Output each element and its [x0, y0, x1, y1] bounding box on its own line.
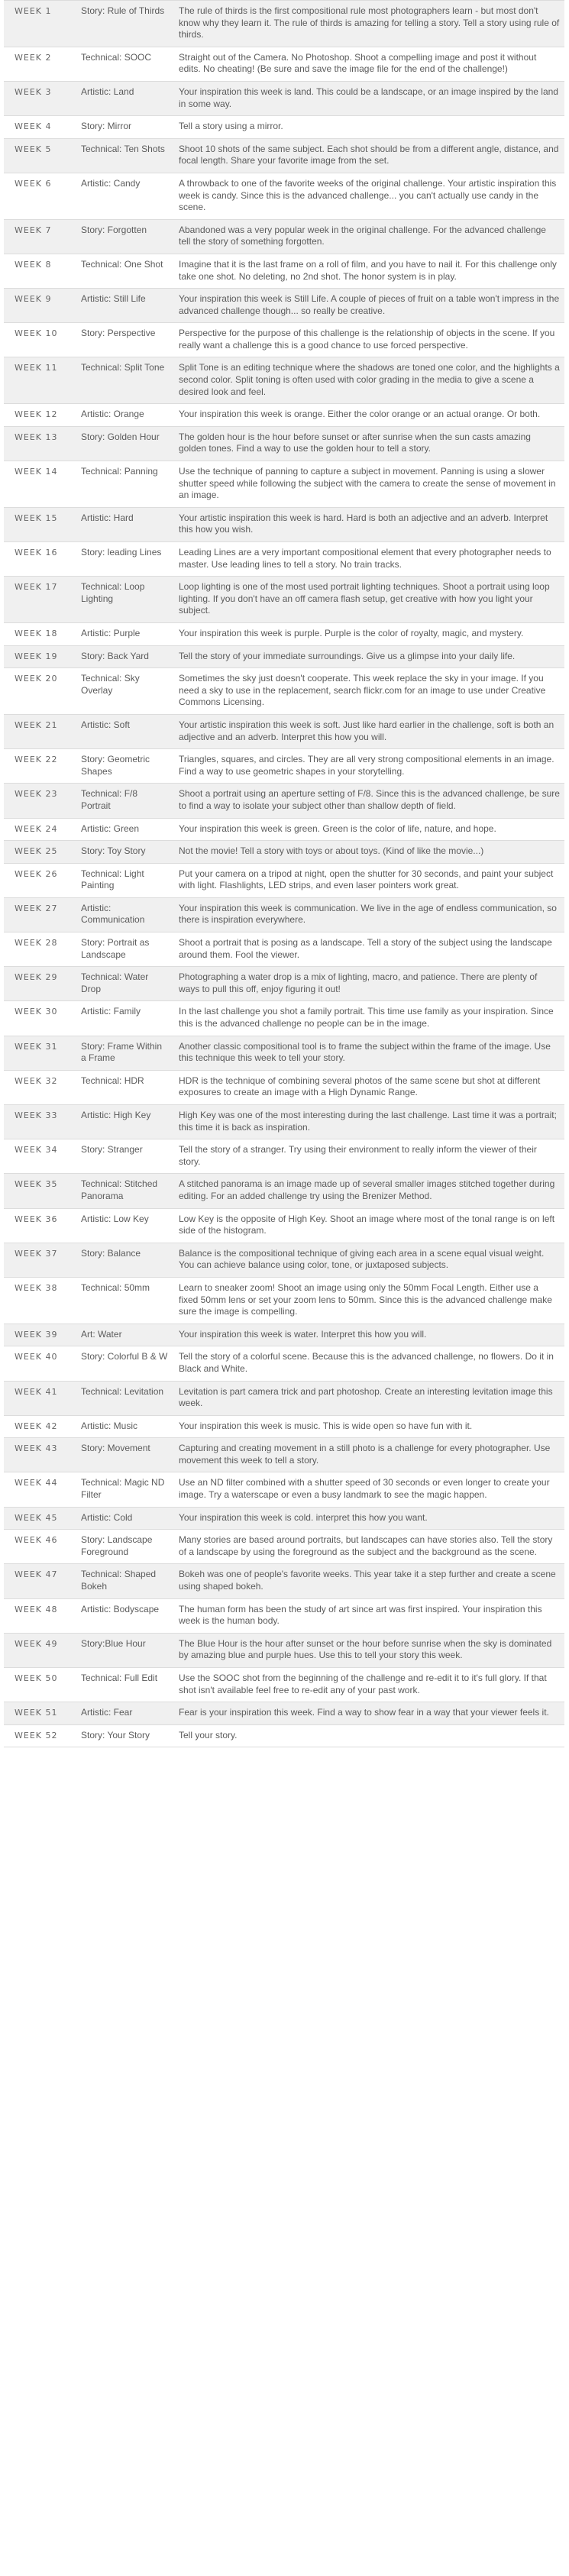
- theme-label: Art: Water: [76, 1324, 174, 1346]
- week-label: WEEK 1: [4, 1, 76, 47]
- theme-label: Artistic: Family: [76, 1001, 174, 1036]
- theme-label: Artistic: Communication: [76, 897, 174, 932]
- theme-label: Technical: SOOC: [76, 47, 174, 81]
- week-label: WEEK 46: [4, 1530, 76, 1564]
- description-text: Sometimes the sky just doesn't cooperate. This week replace the sky in your image. If you need a sky to use in the replacement, search flickr.com for an image to use under Creative Commons Licensing.: [174, 668, 564, 715]
- table-row: [4, 219, 564, 254]
- description-text: Bokeh was one of people's favorite weeks. This year take it a step further and create a scene using shaped bokeh.: [174, 1564, 564, 1598]
- description-text: Your inspiration this week is orange. Either the color orange or an actual orange. Or both.: [174, 404, 564, 427]
- description-text: Your inspiration this week is communication. We live in the age of endless communication, so there is inspiration everywhere.: [174, 897, 564, 932]
- theme-label: Technical: Light Painting: [76, 863, 174, 897]
- week-label: WEEK 20: [4, 668, 76, 715]
- table-row: [4, 1243, 564, 1277]
- theme-label: Technical: Shaped Bokeh: [76, 1564, 174, 1598]
- week-label: WEEK 10: [4, 323, 76, 357]
- table-row: [4, 542, 564, 577]
- table-row: [4, 173, 564, 219]
- week-label: WEEK 40: [4, 1346, 76, 1381]
- theme-label: Story: Balance: [76, 1243, 174, 1277]
- table-row: [4, 1724, 564, 1747]
- table-row: [4, 1438, 564, 1472]
- table-row: [4, 1381, 564, 1415]
- description-text: Use the SOOC shot from the beginning of the challenge and re-edit it to it's full glory. If that shot isn't available feel free to re-edit any of your past work.: [174, 1668, 564, 1702]
- week-label: WEEK 23: [4, 784, 76, 818]
- table-row: [4, 897, 564, 932]
- theme-label: Story: Your Story: [76, 1724, 174, 1747]
- description-text: Put your camera on a tripod at night, open the shutter for 30 seconds, and paint your subject with light. Flashlights, LED strips, and even laser pointers work great.: [174, 863, 564, 897]
- description-text: The golden hour is the hour before sunset or after sunrise when the sun casts amazing golden tones. Find a way to use the golden hour to tell a story.: [174, 426, 564, 461]
- table-row: [4, 1139, 564, 1174]
- description-text: Triangles, squares, and circles. They are all very strong compositional elements in an image. Find a way to use geometric shapes in your storytelling.: [174, 749, 564, 784]
- theme-label: Technical: Sky Overlay: [76, 668, 174, 715]
- table-row: [4, 1, 564, 47]
- week-label: WEEK 44: [4, 1472, 76, 1507]
- theme-label: Story: leading Lines: [76, 542, 174, 577]
- description-text: Tell your story.: [174, 1724, 564, 1747]
- week-label: WEEK 15: [4, 507, 76, 541]
- table-row: [4, 1346, 564, 1381]
- description-text: The rule of thirds is the first compositional rule most photographers learn - but most don't know why they learn it. The rule of thirds is amazing for telling a story. Tell a story using rule of thirds.: [174, 1, 564, 47]
- week-label: WEEK 28: [4, 932, 76, 967]
- description-text: Shoot a portrait using an aperture setting of F/8. Since this is the advanced challenge, be sure to find a way to isolate your subject other than shallow depth of field.: [174, 784, 564, 818]
- theme-label: Artistic: Hard: [76, 507, 174, 541]
- week-label: WEEK 50: [4, 1668, 76, 1702]
- theme-label: Technical: HDR: [76, 1070, 174, 1104]
- description-text: Capturing and creating movement in a still photo is a challenge for every photographer. Use movement this week to tell a story.: [174, 1438, 564, 1472]
- theme-label: Story: Back Yard: [76, 645, 174, 668]
- description-text: Your inspiration this week is purple. Purple is the color of royalty, magic, and mystery.: [174, 622, 564, 645]
- week-label: WEEK 37: [4, 1243, 76, 1277]
- description-text: The Blue Hour is the hour after sunset or the hour before sunrise when the sky is dominated by amazing blue and purple hues. Use this to tell your story this week.: [174, 1633, 564, 1667]
- table-row: [4, 1001, 564, 1036]
- table-row: [4, 1036, 564, 1070]
- week-label: WEEK 47: [4, 1564, 76, 1598]
- week-label: WEEK 51: [4, 1702, 76, 1725]
- table-row: [4, 714, 564, 748]
- table-row: [4, 254, 564, 288]
- description-text: Your inspiration this week is cold. interpret this how you want.: [174, 1507, 564, 1530]
- table-row: [4, 426, 564, 461]
- theme-label: Story: Rule of Thirds: [76, 1, 174, 47]
- description-text: Straight out of the Camera. No Photoshop. Shoot a compelling image and post it without edits. No cheating! (Be sure and save the image file for the end of the challenge!): [174, 47, 564, 81]
- week-label: WEEK 2: [4, 47, 76, 81]
- table-row: [4, 784, 564, 818]
- week-label: WEEK 42: [4, 1415, 76, 1438]
- description-text: Photographing a water drop is a mix of lighting, macro, and patience. There are plenty of ways to pull this off, enjoy figuring it out!: [174, 967, 564, 1001]
- description-text: HDR is the technique of combining several photos of the same scene but shot at different exposures to create an image with a High Dynamic Range.: [174, 1070, 564, 1104]
- description-text: Your artistic inspiration this week is soft. Just like hard earlier in the challenge, soft is both an adjective and an adverb. Interpret this how you will.: [174, 714, 564, 748]
- week-label: WEEK 25: [4, 841, 76, 864]
- table-row: [4, 116, 564, 139]
- week-label: WEEK 24: [4, 818, 76, 841]
- description-text: Low Key is the opposite of High Key. Shoot an image where most of the tonal range is on left side of the histogram.: [174, 1208, 564, 1243]
- table-row: [4, 1702, 564, 1725]
- table-row: [4, 749, 564, 784]
- theme-label: Artistic: Land: [76, 81, 174, 115]
- description-text: A throwback to one of the favorite weeks of the original challenge. Your artistic inspiration this week is candy. Since this is the advanced challenge... you can't actually use candy in the scene.: [174, 173, 564, 219]
- description-text: Tell the story of your immediate surroundings. Give us a glimpse into your daily life.: [174, 645, 564, 668]
- table-row: [4, 577, 564, 623]
- week-label: WEEK 11: [4, 357, 76, 404]
- theme-label: Technical: F/8 Portrait: [76, 784, 174, 818]
- week-label: WEEK 31: [4, 1036, 76, 1070]
- week-label: WEEK 22: [4, 749, 76, 784]
- week-label: WEEK 17: [4, 577, 76, 623]
- theme-label: Technical: Levitation: [76, 1381, 174, 1415]
- week-label: WEEK 19: [4, 645, 76, 668]
- description-text: Use an ND filter combined with a shutter speed of 30 seconds or even longer to create your image. Try a waterscape or even a busy landmark to see the magic happen.: [174, 1472, 564, 1507]
- description-text: Fear is your inspiration this week. Find a way to show fear in a way that your viewer feels it.: [174, 1702, 564, 1725]
- week-label: WEEK 14: [4, 461, 76, 508]
- theme-label: Story: Landscape Foreground: [76, 1530, 174, 1564]
- table-row: [4, 818, 564, 841]
- theme-label: Story: Movement: [76, 1438, 174, 1472]
- theme-label: Technical: Panning: [76, 461, 174, 508]
- theme-label: Artistic: Bodyscape: [76, 1598, 174, 1633]
- week-label: WEEK 45: [4, 1507, 76, 1530]
- description-text: Perspective for the purpose of this challenge is the relationship of objects in the scene. If you really want a challenge this is a good chance to use forced perspective.: [174, 323, 564, 357]
- table-row: [4, 47, 564, 81]
- theme-label: Technical: 50mm: [76, 1277, 174, 1324]
- theme-label: Story: Portrait as Landscape: [76, 932, 174, 967]
- description-text: The human form has been the study of art since art was first inspired. Your inspiration this week is the human body.: [174, 1598, 564, 1633]
- theme-label: Technical: Water Drop: [76, 967, 174, 1001]
- week-label: WEEK 3: [4, 81, 76, 115]
- theme-label: Story:Blue Hour: [76, 1633, 174, 1667]
- theme-label: Artistic: Soft: [76, 714, 174, 748]
- week-label: WEEK 13: [4, 426, 76, 461]
- theme-label: Artistic: Still Life: [76, 289, 174, 323]
- week-label: WEEK 43: [4, 1438, 76, 1472]
- description-text: Your inspiration this week is music. This is wide open so have fun with it.: [174, 1415, 564, 1438]
- theme-label: Artistic: High Key: [76, 1105, 174, 1139]
- week-label: WEEK 8: [4, 254, 76, 288]
- week-label: WEEK 27: [4, 897, 76, 932]
- theme-label: Artistic: Orange: [76, 404, 174, 427]
- week-label: WEEK 12: [4, 404, 76, 427]
- description-text: Levitation is part camera trick and part photoshop. Create an interesting levitation image this week.: [174, 1381, 564, 1415]
- description-text: Leading Lines are a very important compositional element that every photographer needs to master. Use leading lines to tell a story. No train tracks.: [174, 542, 564, 577]
- description-text: Shoot a portrait that is posing as a landscape. Tell a story of the subject using the landscape around them. Fool the viewer.: [174, 932, 564, 967]
- challenge-table: [4, 0, 564, 1747]
- description-text: Your inspiration this week is water. Interpret this how you will.: [174, 1324, 564, 1346]
- table-row: [4, 932, 564, 967]
- theme-label: Artistic: Fear: [76, 1702, 174, 1725]
- description-text: A stitched panorama is an image made up of several smaller images stitched together during editing. For an added challenge try using the Brenizer Method.: [174, 1174, 564, 1208]
- table-row: [4, 404, 564, 427]
- description-text: Imagine that it is the last frame on a roll of film, and you have to nail it. For this challenge only take one shot. No deleting, no 2nd shot. The honor system is in play.: [174, 254, 564, 288]
- table-row: [4, 289, 564, 323]
- theme-label: Artistic: Cold: [76, 1507, 174, 1530]
- theme-label: Story: Perspective: [76, 323, 174, 357]
- week-label: WEEK 18: [4, 622, 76, 645]
- theme-label: Artistic: Green: [76, 818, 174, 841]
- theme-label: Story: Colorful B & W: [76, 1346, 174, 1381]
- theme-label: Story: Geometric Shapes: [76, 749, 174, 784]
- description-text: Your inspiration this week is land. This could be a landscape, or an image inspired by the land in some way.: [174, 81, 564, 115]
- table-row: [4, 622, 564, 645]
- theme-label: Artistic: Low Key: [76, 1208, 174, 1243]
- challenge-rows: [4, 1, 564, 1747]
- theme-label: Artistic: Music: [76, 1415, 174, 1438]
- week-label: WEEK 41: [4, 1381, 76, 1415]
- table-row: [4, 81, 564, 115]
- description-text: Many stories are based around portraits, but landscapes can have stories also. Tell the story of a landscape by using the foreground as the subject and the background as the scene.: [174, 1530, 564, 1564]
- week-label: WEEK 9: [4, 289, 76, 323]
- description-text: Your artistic inspiration this week is hard. Hard is both an adjective and an adverb. Interpret this how you wish.: [174, 507, 564, 541]
- theme-label: Technical: Magic ND Filter: [76, 1472, 174, 1507]
- description-text: Not the movie! Tell a story with toys or about toys. (Kind of like the movie...): [174, 841, 564, 864]
- description-text: Split Tone is an editing technique where the shadows are toned one color, and the highlights a second color. Split toning is often used with color grading in the media to give a scene a desired look and feel.: [174, 357, 564, 404]
- theme-label: Story: Forgotten: [76, 219, 174, 254]
- table-row: [4, 1070, 564, 1104]
- description-text: Balance is the compositional technique of giving each area in a scene equal visual weight. You can achieve balance using color, tone, or juxtaposed subjects.: [174, 1243, 564, 1277]
- table-row: [4, 1105, 564, 1139]
- table-row: [4, 461, 564, 508]
- theme-label: Story: Stranger: [76, 1139, 174, 1174]
- description-text: Learn to sneaker zoom! Shoot an image using only the 50mm Focal Length. Either use a fixed 50mm lens or set your zoom lens to 50mm. Since this is the advanced challenge make sure the image is compelling.: [174, 1277, 564, 1324]
- description-text: Abandoned was a very popular week in the original challenge. For the advanced challenge tell the story of something forgotten.: [174, 219, 564, 254]
- theme-label: Technical: One Shot: [76, 254, 174, 288]
- week-label: WEEK 52: [4, 1724, 76, 1747]
- description-text: Your inspiration this week is green. Green is the color of life, nature, and hope.: [174, 818, 564, 841]
- description-text: Tell the story of a stranger. Try using their environment to really inform the viewer of their story.: [174, 1139, 564, 1174]
- table-row: [4, 1174, 564, 1208]
- table-row: [4, 967, 564, 1001]
- description-text: Another classic compositional tool is to frame the subject within the frame of the image. Use this technique this week to tell your story.: [174, 1036, 564, 1070]
- week-label: WEEK 36: [4, 1208, 76, 1243]
- week-label: WEEK 7: [4, 219, 76, 254]
- week-label: WEEK 21: [4, 714, 76, 748]
- table-row: [4, 841, 564, 864]
- week-label: WEEK 34: [4, 1139, 76, 1174]
- table-row: [4, 1208, 564, 1243]
- table-row: [4, 1324, 564, 1346]
- week-label: WEEK 48: [4, 1598, 76, 1633]
- table-row: [4, 1277, 564, 1324]
- table-row: [4, 1668, 564, 1702]
- table-row: [4, 357, 564, 404]
- description-text: High Key was one of the most interesting during the last challenge. Last time it was a portrait; this time it is back as inspiration.: [174, 1105, 564, 1139]
- week-label: WEEK 5: [4, 138, 76, 173]
- table-row: [4, 1633, 564, 1667]
- table-row: [4, 1564, 564, 1598]
- theme-label: Story: Golden Hour: [76, 426, 174, 461]
- description-text: Use the technique of panning to capture a subject in movement. Panning is using a slower shutter speed while following the subject with the camera to create the sense of movement in an image.: [174, 461, 564, 508]
- theme-label: Story: Toy Story: [76, 841, 174, 864]
- table-row: [4, 1598, 564, 1633]
- theme-label: Story: Frame Within a Frame: [76, 1036, 174, 1070]
- table-row: [4, 645, 564, 668]
- week-label: WEEK 30: [4, 1001, 76, 1036]
- table-row: [4, 1472, 564, 1507]
- description-text: Loop lighting is one of the most used portrait lighting techniques. Shoot a portrait using loop lighting. If you don't have an off camera flash setup, get creative with how you light your subject.: [174, 577, 564, 623]
- theme-label: Artistic: Purple: [76, 622, 174, 645]
- week-label: WEEK 33: [4, 1105, 76, 1139]
- description-text: In the last challenge you shot a family portrait. This time use family as your inspiration. Since this is the advanced challenge no people can be in the image.: [174, 1001, 564, 1036]
- week-label: WEEK 32: [4, 1070, 76, 1104]
- week-label: WEEK 26: [4, 863, 76, 897]
- theme-label: Artistic: Candy: [76, 173, 174, 219]
- week-label: WEEK 38: [4, 1277, 76, 1324]
- theme-label: Technical: Full Edit: [76, 1668, 174, 1702]
- week-label: WEEK 6: [4, 173, 76, 219]
- table-row: [4, 863, 564, 897]
- table-row: [4, 138, 564, 173]
- description-text: Shoot 10 shots of the same subject. Each shot should be from a different angle, distance, and focal length. Share your favorite image from the set.: [174, 138, 564, 173]
- week-label: WEEK 29: [4, 967, 76, 1001]
- table-row: [4, 1415, 564, 1438]
- table-row: [4, 507, 564, 541]
- week-label: WEEK 4: [4, 116, 76, 139]
- table-row: [4, 1507, 564, 1530]
- description-text: Tell the story of a colorful scene. Because this is the advanced challenge, no flowers. Do it in Black and White.: [174, 1346, 564, 1381]
- table-row: [4, 668, 564, 715]
- week-label: WEEK 49: [4, 1633, 76, 1667]
- week-label: WEEK 16: [4, 542, 76, 577]
- theme-label: Technical: Stitched Panorama: [76, 1174, 174, 1208]
- theme-label: Technical: Loop Lighting: [76, 577, 174, 623]
- theme-label: Technical: Split Tone: [76, 357, 174, 404]
- description-text: Your inspiration this week is Still Life. A couple of pieces of fruit on a table won't impress in the advanced challenge though... so really be creative.: [174, 289, 564, 323]
- week-label: WEEK 35: [4, 1174, 76, 1208]
- week-label: WEEK 39: [4, 1324, 76, 1346]
- theme-label: Story: Mirror: [76, 116, 174, 139]
- description-text: Tell a story using a mirror.: [174, 116, 564, 139]
- theme-label: Technical: Ten Shots: [76, 138, 174, 173]
- table-row: [4, 1530, 564, 1564]
- table-row: [4, 323, 564, 357]
